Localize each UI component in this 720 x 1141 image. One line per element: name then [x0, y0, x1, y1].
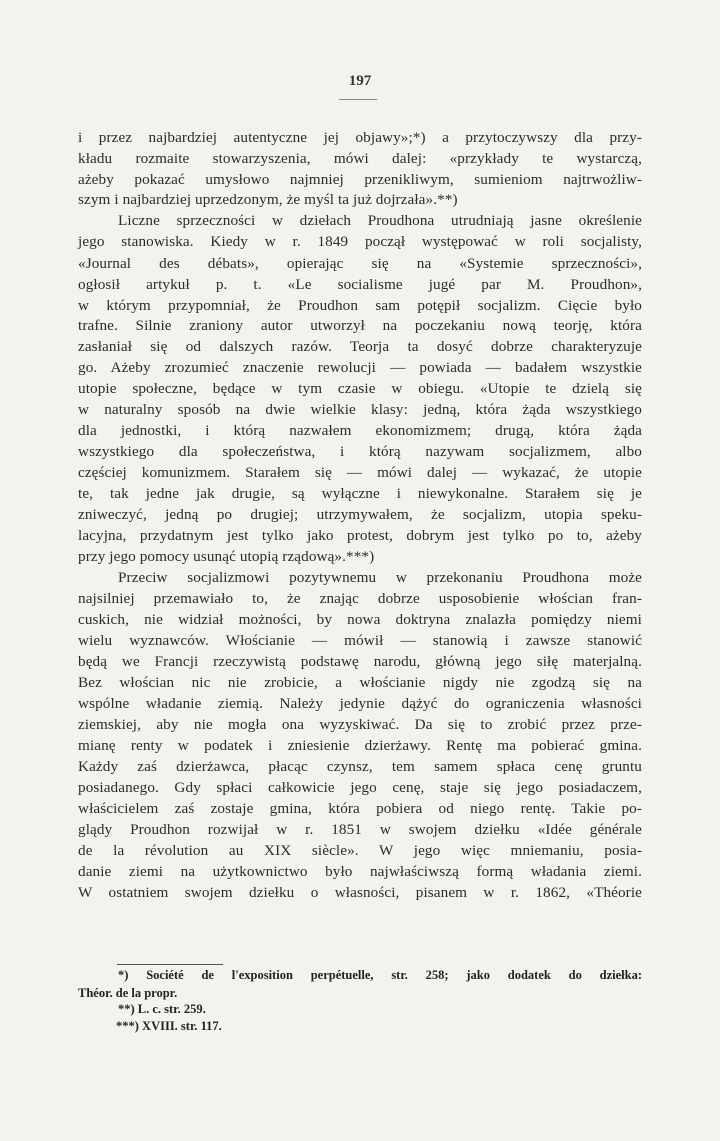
text-line: w którym przypomniał, że Proudhon sam potępił socjalizm. Cięcie było — [78, 297, 642, 314]
footnote: *) Société de l'exposition perpétuelle, str. 258; jako dodatek do dziełka: — [118, 968, 642, 982]
text-line: w naturalny sposób na dwie wielkie klasy: jedną, która żąda wszystkiego — [78, 401, 642, 418]
text-line: wielu wyznawców. Włościanie — mówił — stanowią i zawsze stanowić — [78, 632, 642, 649]
text-line: i przez najbardziej autentyczne jej objawy»;*) a przytoczywszy dla przy- — [78, 129, 642, 146]
footnote: ***) XVIII. str. 117. — [116, 1019, 222, 1033]
text-line: W ostatniem swojem dziełku o własności, pisanem w r. 1862, «Théorie — [78, 884, 642, 901]
text-line: Przeciw socjalizmowi pozytywnemu w przekonaniu Proudhona może — [118, 569, 642, 586]
text-line: jego stanowiska. Kiedy w r. 1849 począł występować w roli socjalisty, — [78, 233, 642, 250]
text-line: mianę renty w podatek i zniesienie dzierżawy. Rentę ma pobierać gmina. — [78, 737, 642, 754]
text-line: utopie społeczne, będące w tym czasie w obiegu. «Utopie te dzielą się — [78, 380, 642, 397]
text-line: trafne. Silnie zraniony autor utworzył na poczekaniu nową teorję, która — [78, 317, 642, 334]
text-line: będą we Francji rzeczywistą podstawę narodu, główną jego siłę materjalną. — [78, 653, 642, 670]
text-line: przy jego pomocy usunąć utopią rządową».***) — [78, 548, 375, 565]
footnote-rule — [117, 964, 223, 965]
text-line: danie ziemi na użytkownictwo było najwłaściwszą formą władania ziemi. — [78, 863, 642, 880]
text-line: dla jednostki, i którą nazwałem ekonomizmem; drugą, która żąda — [78, 422, 642, 439]
text-line: de la révolution au XIX siècle». W jego więc mniemaniu, posia- — [78, 842, 642, 859]
page-number: 197 — [348, 73, 372, 89]
text-line: szym i najbardziej uprzedzonym, że myśl ta już dojrzała».**) — [78, 191, 458, 208]
text-line: ziemskiej, aby nie mogła ona wyzyskiwać. Da się to zrobić przez prze- — [78, 716, 642, 733]
text-line: Liczne sprzeczności w dziełach Proudhona utrudniają jasne określenie — [118, 212, 642, 229]
page-number-rule — [339, 99, 377, 100]
text-line: zniweczyć, jedną po drugiej; utrzymywałem, że socjalizm, utopia speku- — [78, 506, 642, 523]
text-line: cuskich, nie widział możności, by nowa doktryna znalazła pomiędzy niemi — [78, 611, 642, 628]
text-line: częściej komunizmem. Starałem się — mówi dalej — wykazać, że utopie — [78, 464, 642, 481]
text-line: go. Ażeby zrozumieć znaczenie rewolucji — powiada — badałem wszystkie — [78, 359, 642, 376]
text-line: te, tak jedne jak drugie, są wyłączne i niewykonalne. Starałem się je — [78, 485, 642, 502]
text-line: wszystkiego dla społeczeństwa, i którą nazywam socjalizmem, albo — [78, 443, 642, 460]
text-line: lacyjna, przydatnym jest tylko jako protest, dobrym jest tylko po to, ażeby — [78, 527, 642, 544]
text-line: kładu rozmaite stowarzyszenia, mówi dalej: «przykłady te wystarczą, — [78, 150, 642, 167]
text-line: ażeby pokazać umysłowo najmniej przenikliwym, sumieniom najtrwożliw- — [78, 171, 642, 188]
text-line: Bez włościan nic nie zrobicie, a włościanie nigdy nie zgodzą się na — [78, 674, 642, 691]
footnote: **) L. c. str. 259. — [118, 1002, 206, 1016]
text-line: Każdy zaś dzierżawca, płacąc czynsz, tem samem spłaca cenę gruntu — [78, 758, 642, 775]
text-line: posiadanego. Gdy spłaci całkowicie jego cenę, staje się jego posiadaczem, — [78, 779, 642, 796]
text-line: «Journal des débats», opierając się na «Systemie sprzeczności», — [78, 255, 642, 272]
text-line: wspólne władanie ziemią. Należy jedynie dążyć do ograniczenia własności — [78, 695, 642, 712]
text-line: ogłosił artykuł p. t. «Le socialisme jugé par M. Proudhon», — [78, 276, 642, 293]
footnote: Théor. de la propr. — [78, 986, 178, 1000]
text-line: najsilniej przemawiało to, że znając dobrze usposobienie włościan fran- — [78, 590, 642, 607]
text-line: właścicielem zaś zostaje gmina, która pobiera od niego rentę. Takie po- — [78, 800, 642, 817]
text-line: glądy Proudhon rozwijał w r. 1851 w swojem dziełku «Idée générale — [78, 821, 642, 838]
text-line: zasłaniał się od dalszych razów. Teorja ta dosyć dobrze charakteryzuje — [78, 338, 642, 355]
